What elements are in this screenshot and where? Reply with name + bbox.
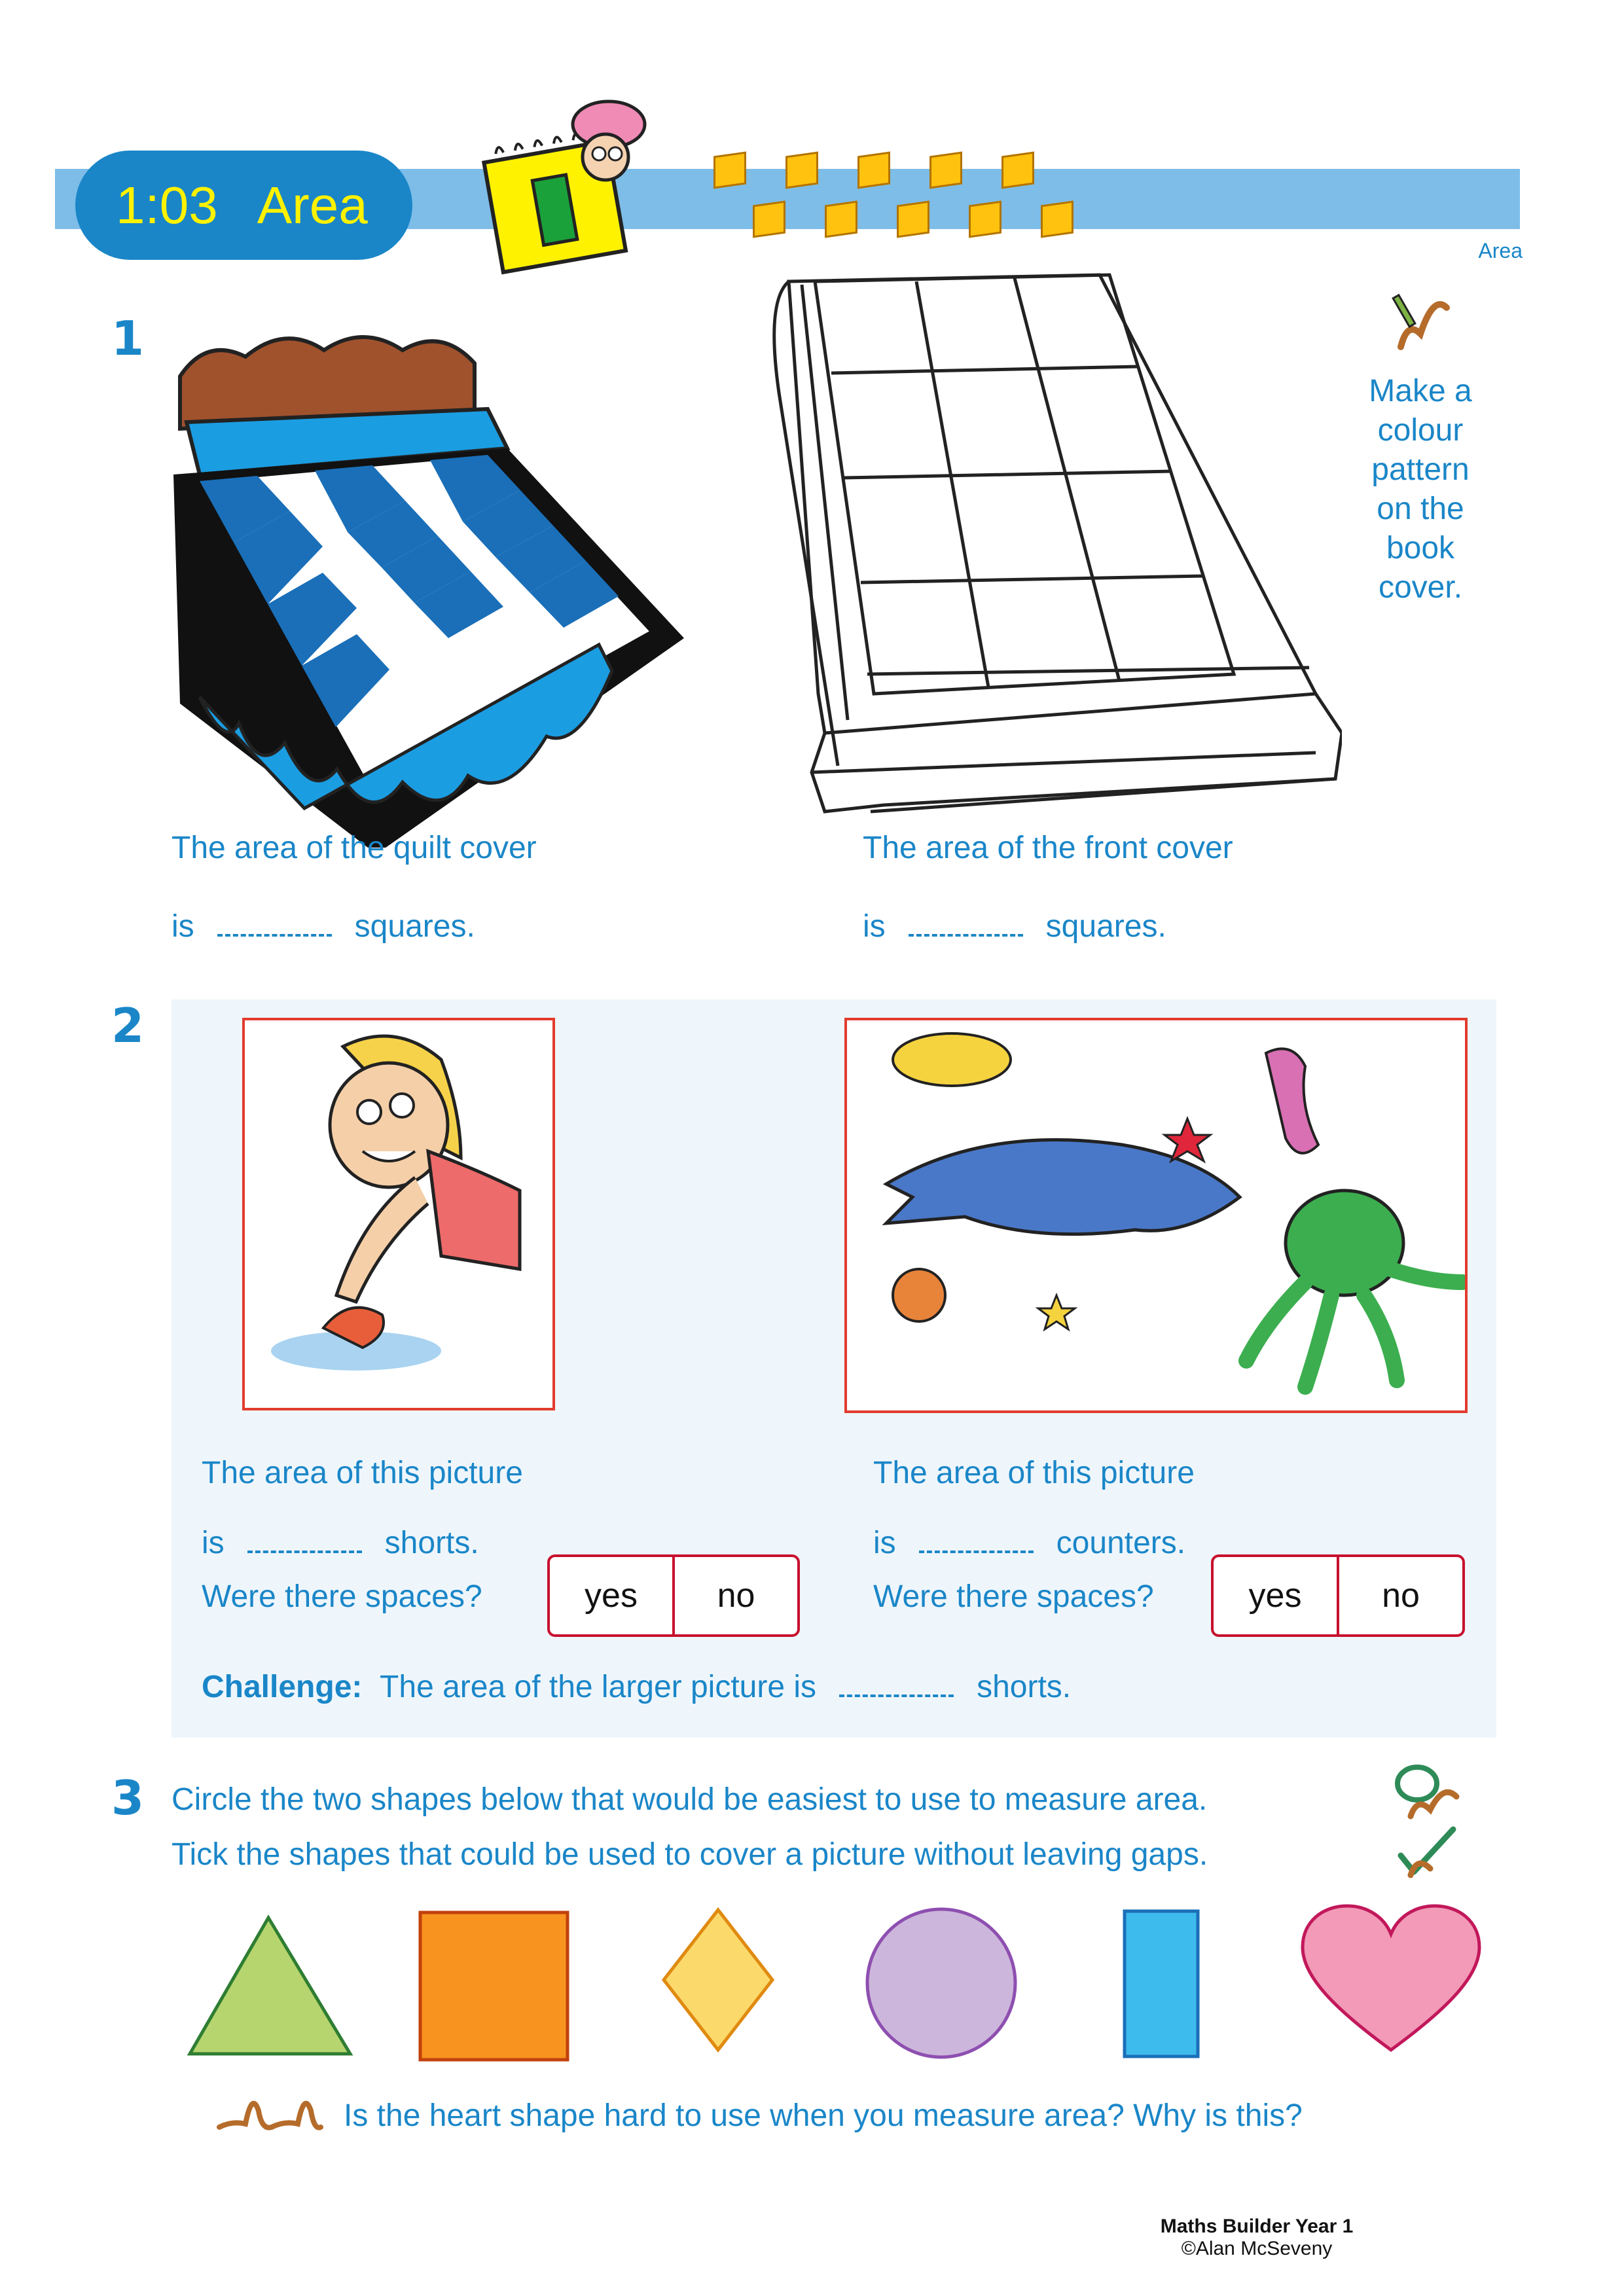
yes-option[interactable]: yes <box>1214 1557 1339 1634</box>
answer-blank[interactable] <box>247 1527 362 1553</box>
q3-heart-question: Is the heart shape hard to use when you measure area? Why is this? <box>344 2098 1303 2133</box>
question-2-number: 2 <box>111 998 145 1053</box>
circle-worm-icon <box>1391 1761 1463 1820</box>
lesson-number: 1:03 <box>116 175 218 234</box>
answer-blank[interactable] <box>919 1527 1034 1553</box>
quilt-bed-illustration <box>160 331 691 848</box>
q1-right-prompt: The area of the front cover <box>863 831 1233 865</box>
q3-line-2: Tick the shapes that could be used to cover a picture without leaving gaps. <box>171 1837 1208 1872</box>
question-1-number: 1 <box>111 311 145 366</box>
q2-challenge <box>202 1669 1071 1705</box>
side-note-line: cover. <box>1378 570 1463 605</box>
q2-left-spaces-question: Were there spaces? <box>202 1579 482 1614</box>
q1-side-note <box>1342 372 1499 607</box>
circle-shape[interactable] <box>867 1909 1015 2057</box>
side-note-line: colour <box>1377 413 1464 448</box>
answer-blank[interactable] <box>839 1671 954 1697</box>
side-note-line: Make a <box>1369 374 1472 408</box>
unit-label: shorts. <box>384 1526 479 1560</box>
answer-blank[interactable] <box>217 910 332 937</box>
q2-right-answer-line <box>873 1525 1185 1561</box>
topic-tag: Area <box>1478 239 1523 262</box>
square-shape[interactable] <box>420 1912 568 2060</box>
yes-option[interactable]: yes <box>550 1557 675 1634</box>
is-label: is <box>202 1526 225 1560</box>
footer <box>1074 2215 1440 2260</box>
copyright: ©Alan McSeveny <box>1181 2238 1333 2259</box>
heart-shape[interactable] <box>1303 1906 1479 2050</box>
q2-right-prompt: The area of this picture <box>873 1456 1195 1490</box>
shapes-row <box>183 1898 1492 2068</box>
notepad-character-illustration <box>458 79 694 275</box>
unit-label: squares. <box>354 909 475 944</box>
answer-blank[interactable] <box>909 910 1023 937</box>
unit-label: shorts. <box>977 1670 1072 1704</box>
q2-left-prompt: The area of this picture <box>202 1456 523 1490</box>
book-title: Maths Builder Year 1 <box>1160 2215 1354 2237</box>
is-label: is <box>863 909 886 944</box>
girl-picture-frame <box>242 1018 555 1410</box>
q1-right-answer-line <box>863 908 1166 944</box>
unit-label: squares. <box>1045 909 1166 944</box>
no-option[interactable]: no <box>1382 1577 1420 1615</box>
side-note-line: on the <box>1377 492 1464 526</box>
side-note-line: book <box>1386 531 1455 565</box>
q2-right-spaces-question: Were there spaces? <box>873 1579 1154 1614</box>
pencil-worm-icon <box>1388 288 1453 353</box>
worms-icon <box>213 2081 324 2134</box>
rectangle-shape[interactable] <box>1125 1911 1198 2056</box>
challenge-text: The area of the larger picture is <box>380 1670 817 1704</box>
triangle-shape[interactable] <box>190 1918 350 2054</box>
question-3-number: 3 <box>111 1770 145 1825</box>
q2-left-answer-line <box>202 1525 479 1561</box>
q2-right-yes-no <box>1211 1554 1465 1637</box>
no-option[interactable]: no <box>717 1577 755 1615</box>
challenge-label: Challenge: <box>202 1670 363 1704</box>
is-label: is <box>171 909 194 944</box>
q1-left-answer-line <box>171 908 475 944</box>
lesson-badge <box>75 151 412 260</box>
book-cover-illustration <box>753 262 1342 831</box>
sea-creatures-picture-frame <box>844 1018 1468 1413</box>
is-label: is <box>873 1526 896 1560</box>
q1-left-prompt: The area of the quilt cover <box>171 831 537 865</box>
q2-left-yes-no <box>547 1554 800 1637</box>
diamond-shape[interactable] <box>664 1910 772 2050</box>
q3-line-1: Circle the two shapes below that would be easiest to use to measure area. <box>171 1782 1208 1817</box>
girl-fish-illustration <box>245 1020 552 1408</box>
side-note-line: pattern <box>1371 452 1470 487</box>
cubes-decoration <box>713 151 1093 249</box>
lesson-title: Area <box>257 175 368 234</box>
tick-worm-icon <box>1391 1820 1463 1878</box>
sea-creatures-illustration <box>847 1020 1465 1410</box>
unit-label: counters. <box>1056 1526 1186 1560</box>
